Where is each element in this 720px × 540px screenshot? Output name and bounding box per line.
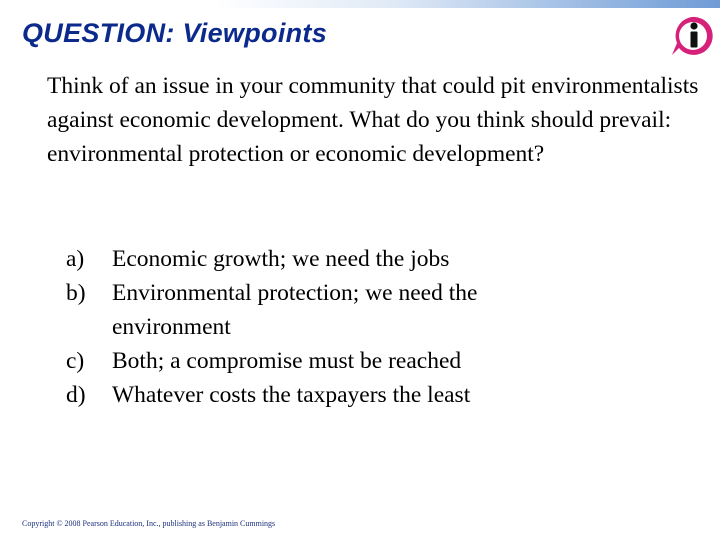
option-a [66, 242, 552, 276]
copyright-footer: Copyright © 2008 Pearson Education, Inc., publishing as Benjamin Cummings [22, 519, 276, 528]
answer-options [66, 242, 552, 412]
slide-title: QUESTION: Viewpoints [22, 18, 328, 48]
option-text: Whatever costs the taxpayers the least [112, 382, 471, 408]
option-b [66, 276, 552, 344]
option-text: Economic growth; we need the jobs [112, 246, 450, 272]
option-letter: a) [66, 246, 85, 272]
option-d [66, 378, 552, 412]
option-letter: c) [66, 348, 85, 374]
option-letter: b) [66, 280, 86, 306]
option-text: Environmental protection; we need the environment [112, 280, 478, 340]
header-gradient-band [0, 0, 720, 8]
interactive-question-i-icon [668, 14, 716, 58]
option-letter: d) [66, 382, 86, 408]
option-text: Both; a compromise must be reached [112, 348, 462, 374]
question-text: Think of an issue in your community that could pit environmentalists against economic development. What do you think should prevail: environmental protection or economic development? [47, 73, 699, 167]
option-c [66, 344, 552, 378]
